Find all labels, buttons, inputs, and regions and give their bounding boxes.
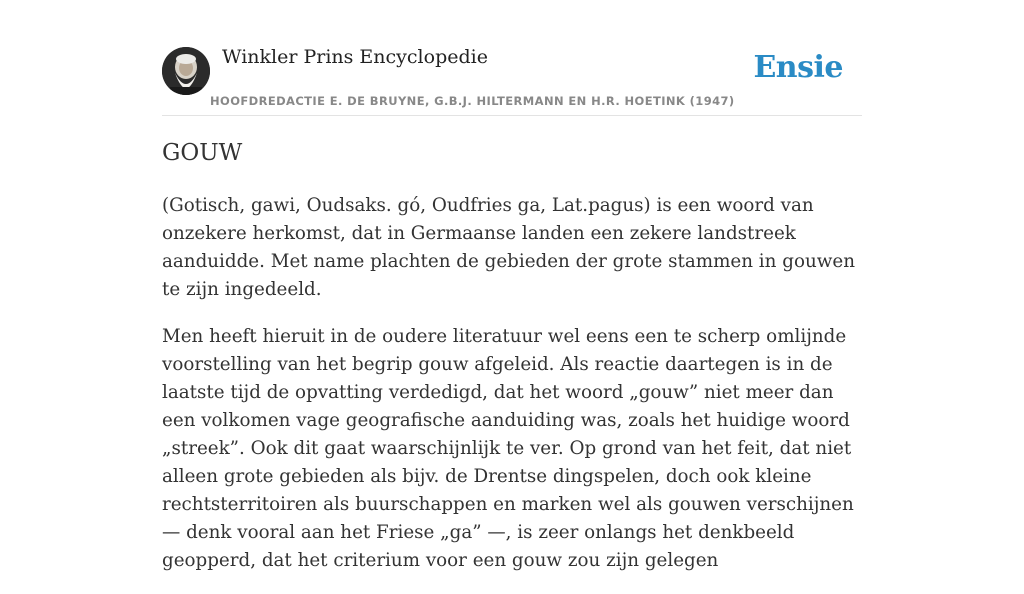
editors-line: HOOFDREDACTIE E. DE BRUYNE, G.B.J. HILTERMANN EN H.R. HOETINK (1947): [210, 94, 735, 108]
ensie-logo[interactable]: Ensie: [753, 50, 843, 85]
portrait-photo-icon[interactable]: [162, 47, 210, 95]
site-title[interactable]: Winkler Prins Encyclopedie: [222, 46, 488, 68]
site-header: [162, 0, 862, 116]
page: [162, 0, 862, 571]
entry-title: GOUW: [162, 140, 243, 166]
entry-paragraph: Men heeft hieruit in de oudere literatuur wel eens een te scherp omlijnde voorstelling van het begrip gouw afgeleid. Als reactie daartegen is in de laatste tijd de opvatting verdedigd, dat het woord „gouw” niet meer dan een volkomen vage geografische aanduiding was, zoals het huidige woord „streek”. Ook dit gaat waarschijnlijk te ver. Op grond van het feit, dat niet alleen grote gebieden als bijv. de Drentse dingspelen, doch ook kleine rechtsterritoiren als buurschappen en marken wel als gouwen verschijnen — denk vooral aan het Friese „ga” —, is zeer onlangs het denkbeeld geopperd, dat het criterium voor een gouw zou zijn gelegen: [162, 326, 854, 571]
entry-paragraph: (Gotisch, gawi, Oudsaks. gó, Oudfries ga, Lat.pagus) is een woord van onzekere herkomst, dat in Germaanse landen een zekere landstreek aanduidde. Met name plachten de gebieden der grote stammen in gouwen te zijn ingedeeld.: [162, 195, 855, 300]
entry-body: [162, 192, 862, 594]
